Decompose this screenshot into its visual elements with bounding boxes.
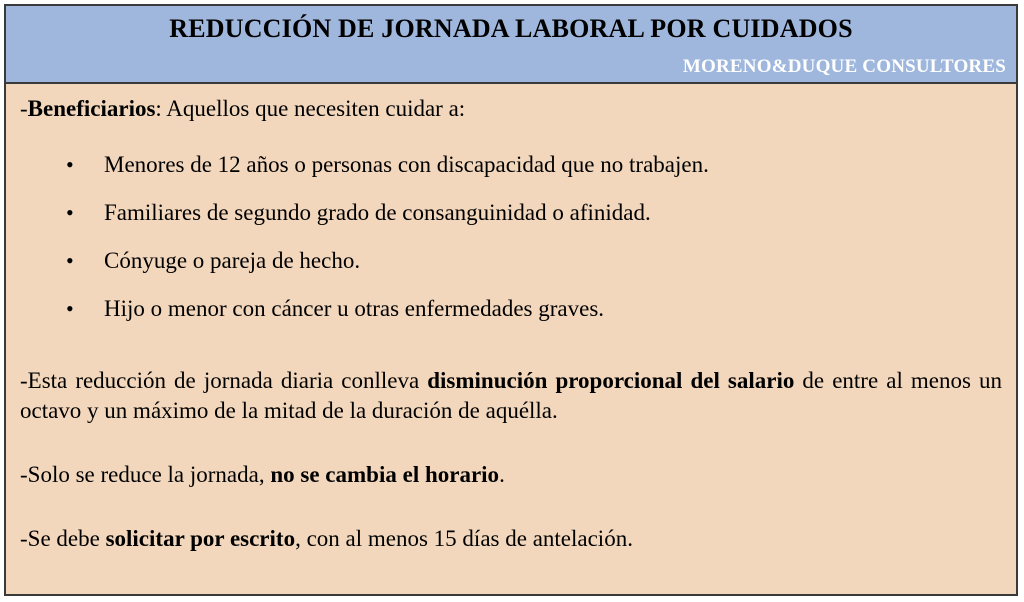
beneficiarios-label: Beneficiarios bbox=[27, 96, 156, 121]
bullet-icon: • bbox=[66, 248, 74, 273]
solo-paragraph bbox=[20, 460, 505, 490]
reduccion-pre: -Esta reducción de jornada diaria conlleva bbox=[20, 368, 428, 393]
beneficiarios-paragraph bbox=[20, 94, 465, 124]
reduccion-paragraph bbox=[20, 366, 1002, 426]
solicitar-post: , con al menos 15 días de antelación. bbox=[295, 526, 633, 551]
solo-post: . bbox=[499, 462, 505, 487]
beneficiarios-text: : Aquellos que necesiten cuidar a: bbox=[155, 96, 466, 121]
solo-pre: -Solo se reduce la jornada, bbox=[20, 462, 271, 487]
solicitar-paragraph bbox=[20, 524, 633, 554]
list-item bbox=[20, 150, 709, 198]
bullet-icon: • bbox=[66, 152, 74, 177]
list-item-text: Cónyuge o pareja de hecho. bbox=[104, 248, 361, 273]
reduccion-post: de entre al menos un octavo y un máximo de la mitad de la duración de aquélla. bbox=[20, 368, 1003, 423]
reduccion-bold: disminución proporcional del salario bbox=[427, 368, 795, 393]
list-item-text: Familiares de segundo grado de consanguinidad o afinidad. bbox=[104, 200, 651, 225]
list-item bbox=[20, 246, 709, 294]
card-header bbox=[6, 6, 1016, 84]
bullet-icon: • bbox=[66, 200, 74, 225]
info-card bbox=[4, 4, 1018, 596]
list-item bbox=[20, 294, 709, 342]
solo-bold: no se cambia el horario bbox=[270, 462, 500, 487]
solicitar-bold: solicitar por escrito bbox=[105, 526, 296, 551]
bullet-icon: • bbox=[66, 296, 74, 321]
list-item-text: Hijo o menor con cáncer u otras enfermedades graves. bbox=[104, 296, 605, 321]
solicitar-pre: -Se debe bbox=[20, 526, 106, 551]
beneficiarios-prefix: - bbox=[20, 96, 28, 121]
list-item-text: Menores de 12 años o personas con discapacidad que no trabajen. bbox=[104, 152, 709, 177]
list-item bbox=[20, 198, 709, 246]
beneficiaries-list bbox=[20, 150, 709, 342]
brand-label: MORENO&DUQUE CONSULTORES bbox=[682, 56, 1006, 77]
page-title: REDUCCIÓN DE JORNADA LABORAL POR CUIDADOS bbox=[169, 14, 853, 43]
